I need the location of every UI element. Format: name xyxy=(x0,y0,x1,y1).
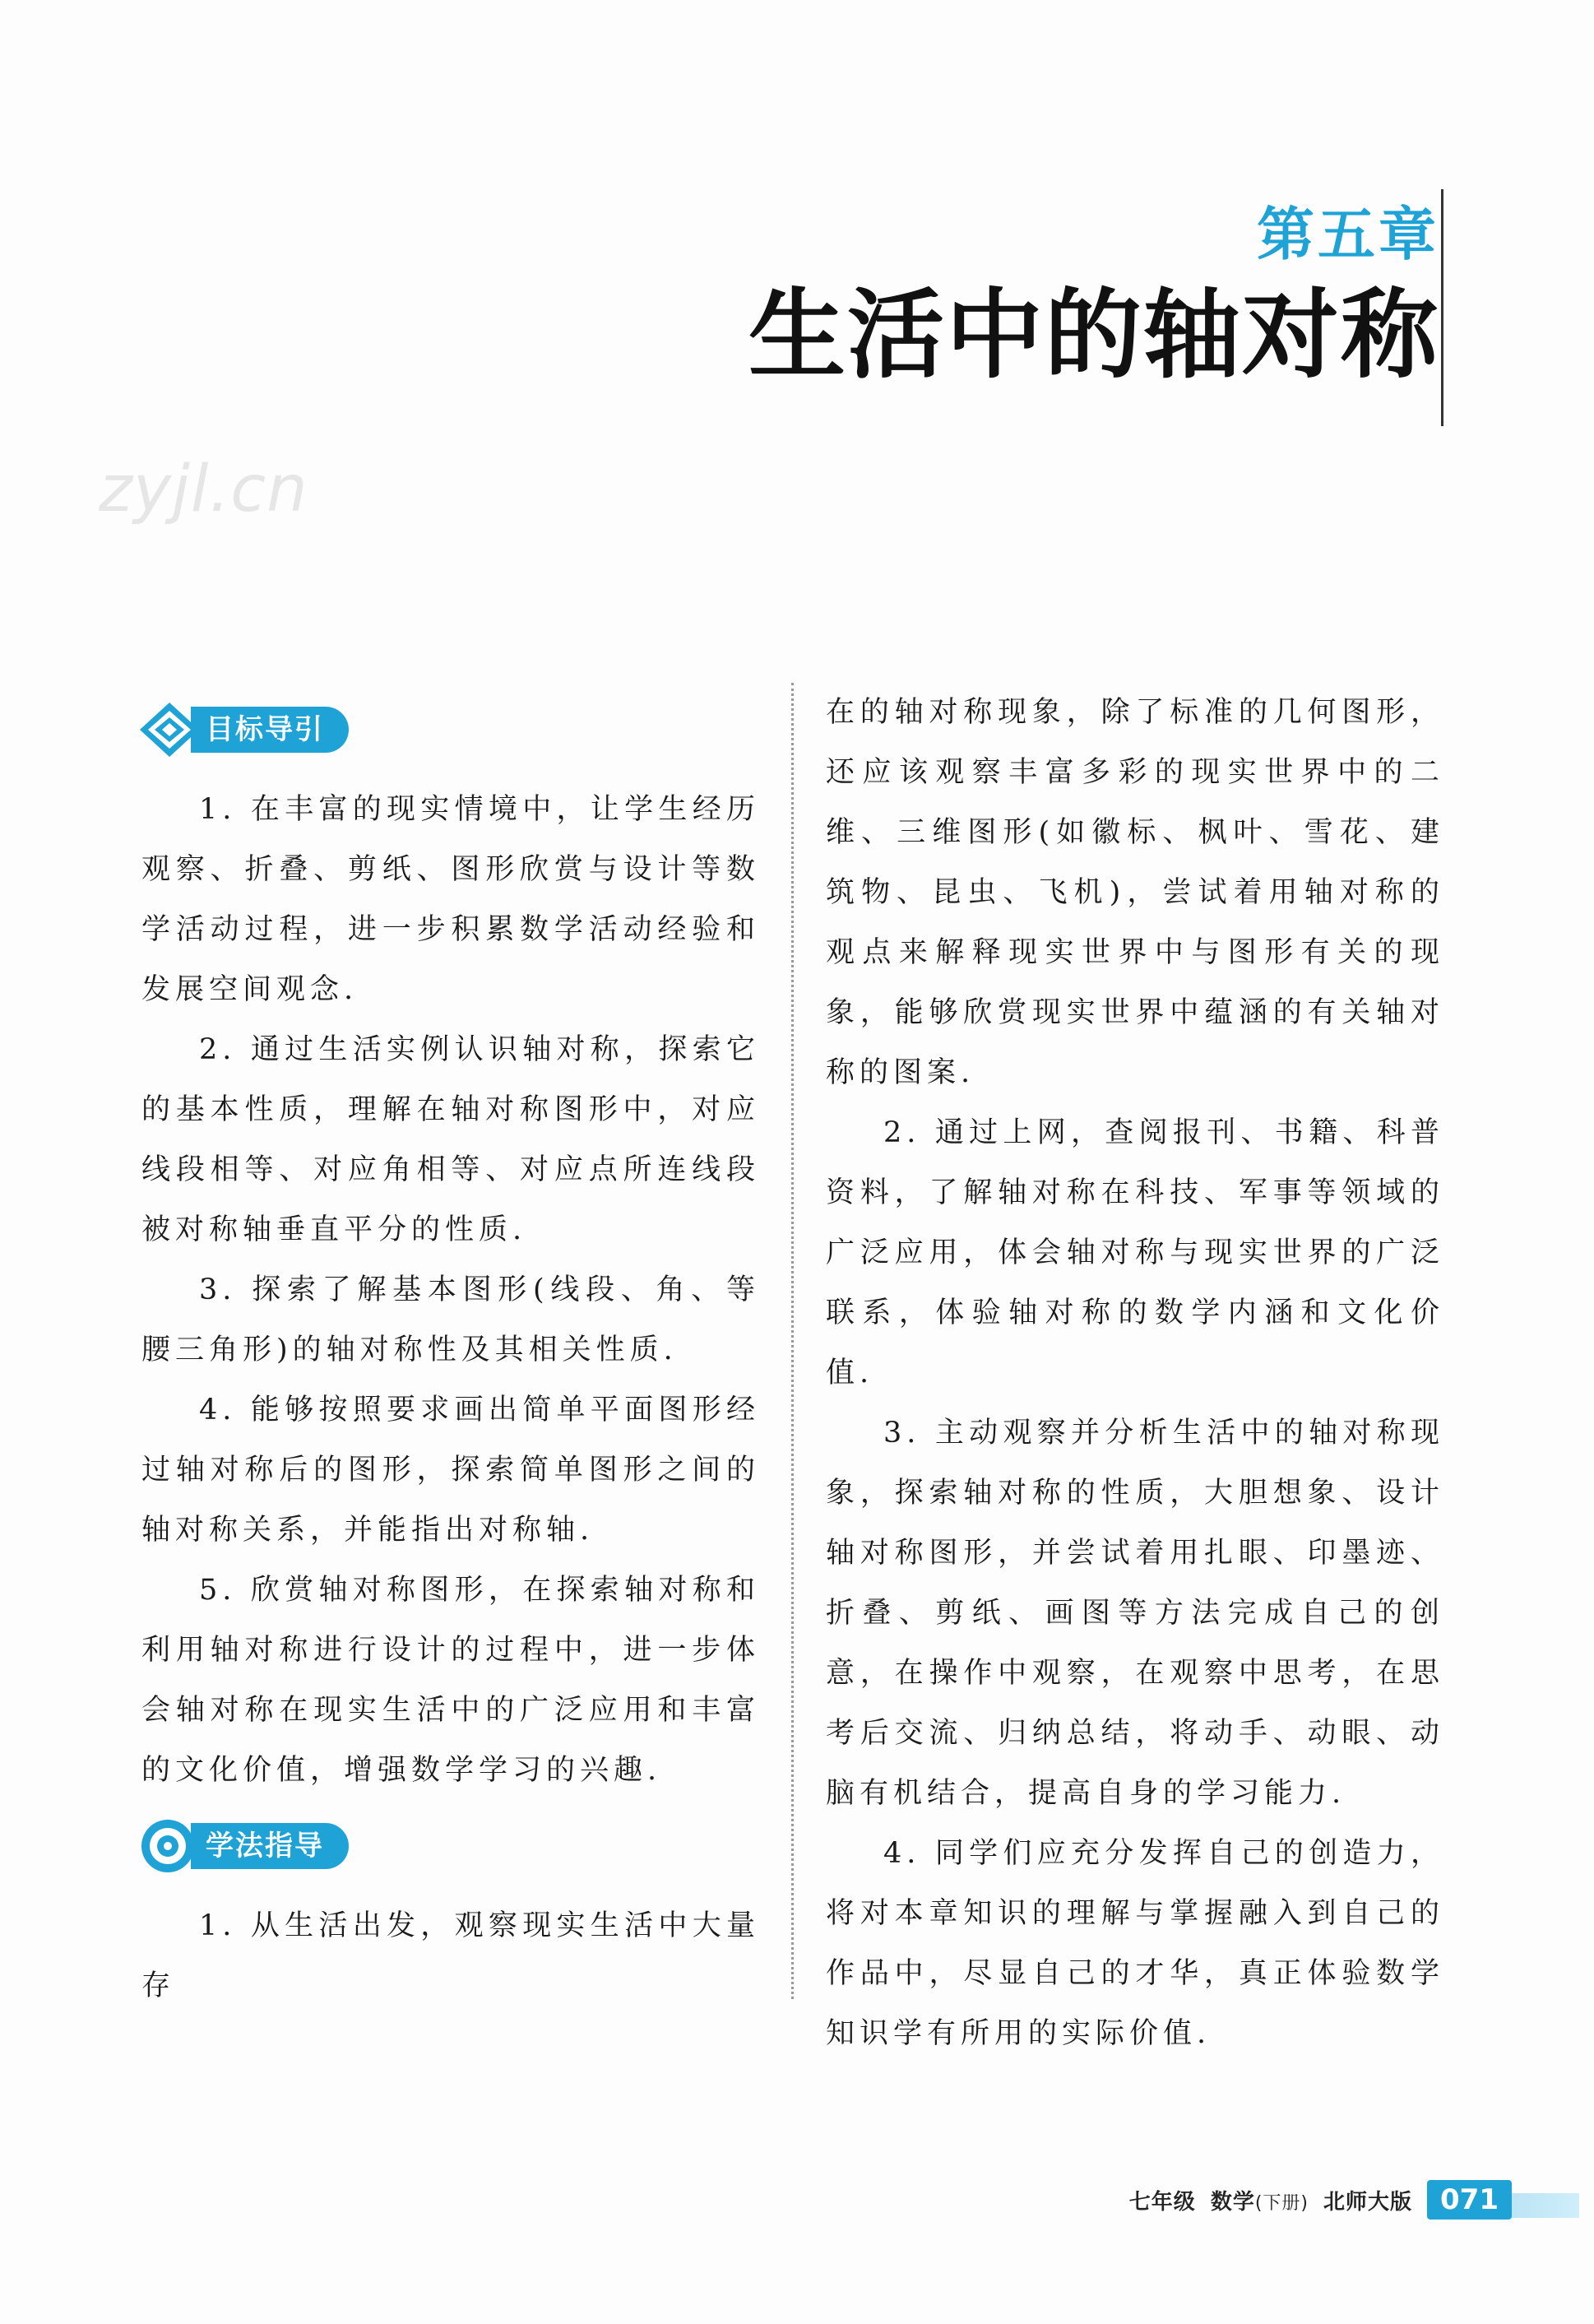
section-label-goals: 目标导引 xyxy=(191,707,349,753)
footer-volume: (下册) xyxy=(1254,2192,1309,2214)
chapter-number: 第五章 xyxy=(1257,201,1439,268)
section-label-methods: 学法指导 xyxy=(191,1823,349,1869)
footer-grade: 七年级 xyxy=(1128,2189,1196,2215)
goal-item-4: 4. 能够按照要求画出简单平面图形经过轴对称后的图形，探索简单图形之间的轴对称关系，并能指出对称轴. xyxy=(141,1394,760,1547)
left-column xyxy=(141,683,760,2016)
goal-item-5: 5. 欣赏轴对称图形，在探索轴对称和利用轴对称进行设计的过程中，进一步体会轴对称在现实生活中的广泛应用和丰富的文化价值，增强数学学习的兴趣. xyxy=(141,1574,760,1787)
section-badge-goals xyxy=(137,699,760,760)
page-number: 071 xyxy=(1427,2180,1512,2220)
column-divider xyxy=(791,683,794,1999)
method-item-1-start: 1. 从生活出发，观察现实生活中大量存 xyxy=(141,1909,760,2002)
method-item-1-continued: 在的轴对称现象，除了标准的几何图形，还应该观察丰富多彩的现实世界中的二维、三维图形(如徽标、枫叶、雪花、建筑物、昆虫、飞机)，尝试着用轴对称的观点来解释现实世界中与图形有关的现象，能够欣赏现实世界中蕴涵的有关轴对称的图案. xyxy=(826,696,1444,1089)
goal-item-2: 2. 通过生活实例认识轴对称，探索它的基本性质，理解在轴对称图形中，对应线段相等、对应角相等、对应点所连线段被对称轴垂直平分的性质. xyxy=(141,1033,760,1246)
footer-subject-name: 数学 xyxy=(1210,2189,1255,2215)
footer-subject xyxy=(1211,2185,1309,2215)
chapter-header xyxy=(748,201,1439,392)
goal-item-1: 1. 在丰富的现实情境中，让学生经历观察、折叠、剪纸、图形欣赏与设计等数学活动过程，进一步积累数学活动经验和发展空间观念. xyxy=(141,793,760,1006)
right-column xyxy=(826,683,1444,2064)
chapter-divider-line xyxy=(1441,189,1443,426)
method-item-4: 4. 同学们应充分发挥自己的创造力，将对本章知识的理解与掌握融入到自己的作品中，尽显自己的才华，真正体验数学知识学有所用的实际价值. xyxy=(826,1837,1444,2050)
goal-item-3: 3. 探索了解基本图形(线段、角、等腰三角形)的轴对称性及其相关性质. xyxy=(141,1273,760,1366)
watermark: zyjl.cn xyxy=(99,452,308,526)
footer-edition: 北师大版 xyxy=(1323,2189,1413,2215)
method-item-3: 3. 主动观察并分析生活中的轴对称现象，探索轴对称的性质，大胆想象、设计轴对称图形，并尝试着用扎眼、印墨迹、折叠、剪纸、画图等方法完成自己的创意，在操作中观察，在观察中思考，在思考后交流、归纳总结，将动手、动眼、动脑有机结合，提高自身的学习能力. xyxy=(826,1417,1444,1810)
method-item-2: 2. 通过上网，查阅报刊、书籍、科普资料，了解轴对称在科技、军事等领域的广泛应用，体会轴对称与现实世界的广泛联系，体验轴对称的数学内涵和文化价值. xyxy=(826,1116,1444,1389)
section-badge-methods xyxy=(137,1816,760,1876)
chapter-title: 生活中的轴对称 xyxy=(748,278,1439,392)
page-footer xyxy=(1129,2180,1512,2220)
